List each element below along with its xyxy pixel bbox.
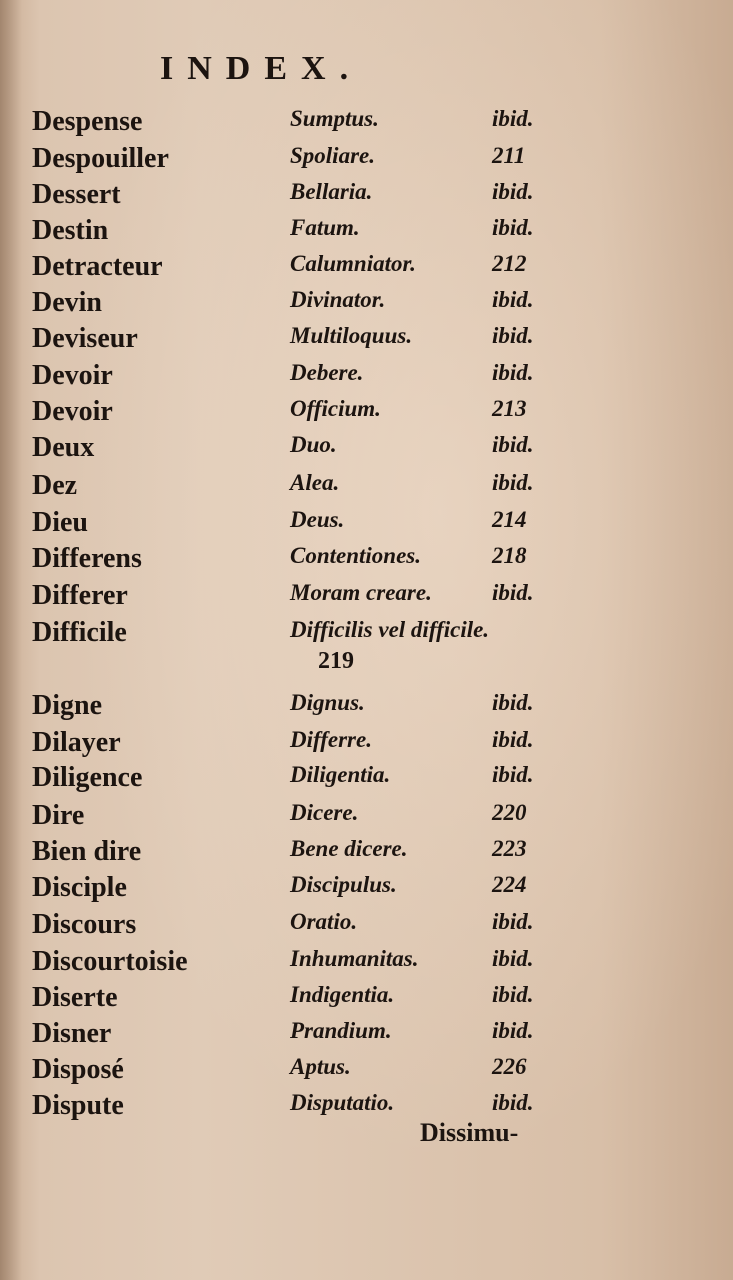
page-reference: ibid. (492, 982, 534, 1007)
page-reference: ibid. (492, 287, 534, 312)
french-term: Devoir (32, 396, 113, 427)
french-term: Dez (32, 470, 78, 501)
index-entry (0, 727, 733, 763)
french-term: Devin (32, 287, 102, 318)
latin-term: Officium. (290, 396, 381, 421)
index-entry (0, 106, 733, 142)
french-term: Diligence (32, 762, 143, 793)
french-term: Difficile (32, 617, 127, 648)
french-term: Dessert (32, 179, 121, 210)
latin-term: Dignus. (290, 690, 365, 715)
french-term: Dieu (32, 507, 88, 538)
french-term: Destin (32, 215, 109, 246)
french-term: Discourtoisie (32, 946, 188, 977)
latin-term: Spoliare. (290, 143, 375, 168)
french-term: Disposé (32, 1054, 124, 1085)
latin-term: Bellaria. (290, 179, 373, 204)
french-term: Deux (32, 432, 95, 463)
index-entry (0, 1090, 733, 1126)
index-entry (0, 982, 733, 1018)
page-reference: 223 (492, 836, 527, 861)
page-reference: ibid. (492, 432, 534, 457)
page-reference: ibid. (492, 1018, 534, 1043)
latin-term: Discipulus. (290, 872, 397, 897)
page-reference: ibid. (492, 580, 534, 605)
page-reference: ibid. (492, 690, 534, 715)
latin-term: Diligentia. (290, 762, 391, 787)
page-reference: 226 (492, 1054, 527, 1079)
latin-term: Disputatio. (290, 1090, 395, 1115)
french-term: Disner (32, 1018, 112, 1049)
index-entry (0, 690, 733, 726)
latin-term: Multiloquus. (290, 323, 413, 348)
latin-term: Alea. (290, 470, 340, 495)
latin-term: Aptus. (290, 1054, 351, 1079)
index-entry (0, 1018, 733, 1054)
index-entry (0, 143, 733, 179)
latin-term: Fatum. (290, 215, 360, 240)
page-reference: ibid. (492, 1090, 534, 1115)
latin-term: Indigentia. (290, 982, 395, 1007)
latin-term: Sumptus. (290, 106, 379, 131)
page-reference: ibid. (492, 179, 534, 204)
page-reference: ibid. (492, 909, 534, 934)
latin-term: Inhumanitas. (290, 946, 419, 971)
latin-term: Moram creare. (290, 580, 432, 605)
page-reference: 220 (492, 800, 527, 825)
latin-term: Dicere. (290, 800, 359, 825)
index-entry (0, 470, 733, 506)
page-heading: INDEX. (160, 50, 363, 87)
page-reference: 218 (492, 543, 527, 568)
page-reference: 211 (492, 143, 526, 168)
index-entry (0, 179, 733, 215)
page-reference: 214 (492, 507, 527, 532)
french-term: Despouiller (32, 143, 169, 174)
french-term: Discours (32, 909, 137, 940)
index-entry (0, 396, 733, 432)
page-reference: ibid. (492, 215, 534, 240)
french-term: Digne (32, 690, 102, 721)
french-term: Dilayer (32, 727, 121, 758)
index-entry (0, 762, 733, 798)
french-term: Dispute (32, 1090, 124, 1121)
latin-term: Calumniator. (290, 251, 416, 276)
french-term: Dire (32, 800, 85, 831)
page-reference: ibid. (492, 323, 534, 348)
french-term: Despense (32, 106, 143, 137)
latin-term: Divinator. (290, 287, 386, 312)
latin-term: Differre. (290, 727, 372, 752)
index-entry (0, 323, 733, 359)
index-entry (0, 507, 733, 543)
page-reference: 213 (492, 396, 527, 421)
page-reference: ibid. (492, 946, 534, 971)
latin-term: Prandium. (290, 1018, 392, 1043)
index-entry (0, 287, 733, 323)
latin-term: Duo. (290, 432, 337, 457)
latin-term: Oratio. (290, 909, 358, 934)
index-entry (0, 360, 733, 396)
page-reference: ibid. (492, 762, 534, 787)
french-term: Disciple (32, 872, 127, 903)
latin-term: Deus. (290, 507, 345, 532)
latin-term: Contentiones. (290, 543, 422, 568)
french-term: Detracteur (32, 251, 163, 282)
french-term: Deviseur (32, 323, 138, 354)
latin-term: Debere. (290, 360, 364, 385)
index-entry (0, 946, 733, 982)
page-reference: ibid. (492, 106, 534, 131)
latin-term: Bene dicere. (290, 836, 408, 861)
catchword: Dissimu- (420, 1118, 519, 1147)
page-reference: 212 (492, 251, 527, 276)
index-entry (0, 215, 733, 251)
difficile-page-number: 219 (318, 648, 354, 674)
french-term: Bien dire (32, 836, 142, 867)
index-entry (0, 617, 733, 653)
index-entry (0, 432, 733, 468)
index-entry (0, 800, 733, 836)
page-reference: ibid. (492, 727, 534, 752)
page-reference: 224 (492, 872, 527, 897)
index-entry (0, 251, 733, 287)
french-term: Differer (32, 580, 128, 611)
french-term: Diserte (32, 982, 118, 1013)
index-entry (0, 1054, 733, 1090)
french-term: Devoir (32, 360, 113, 391)
page-reference: ibid. (492, 470, 534, 495)
latin-term: Difficilis vel difficile. (290, 617, 490, 642)
index-entry (0, 872, 733, 908)
french-term: Differens (32, 543, 142, 574)
index-entry (0, 543, 733, 579)
page-reference: ibid. (492, 360, 534, 385)
index-entry (0, 836, 733, 872)
index-entry (0, 909, 733, 945)
index-entry (0, 580, 733, 616)
